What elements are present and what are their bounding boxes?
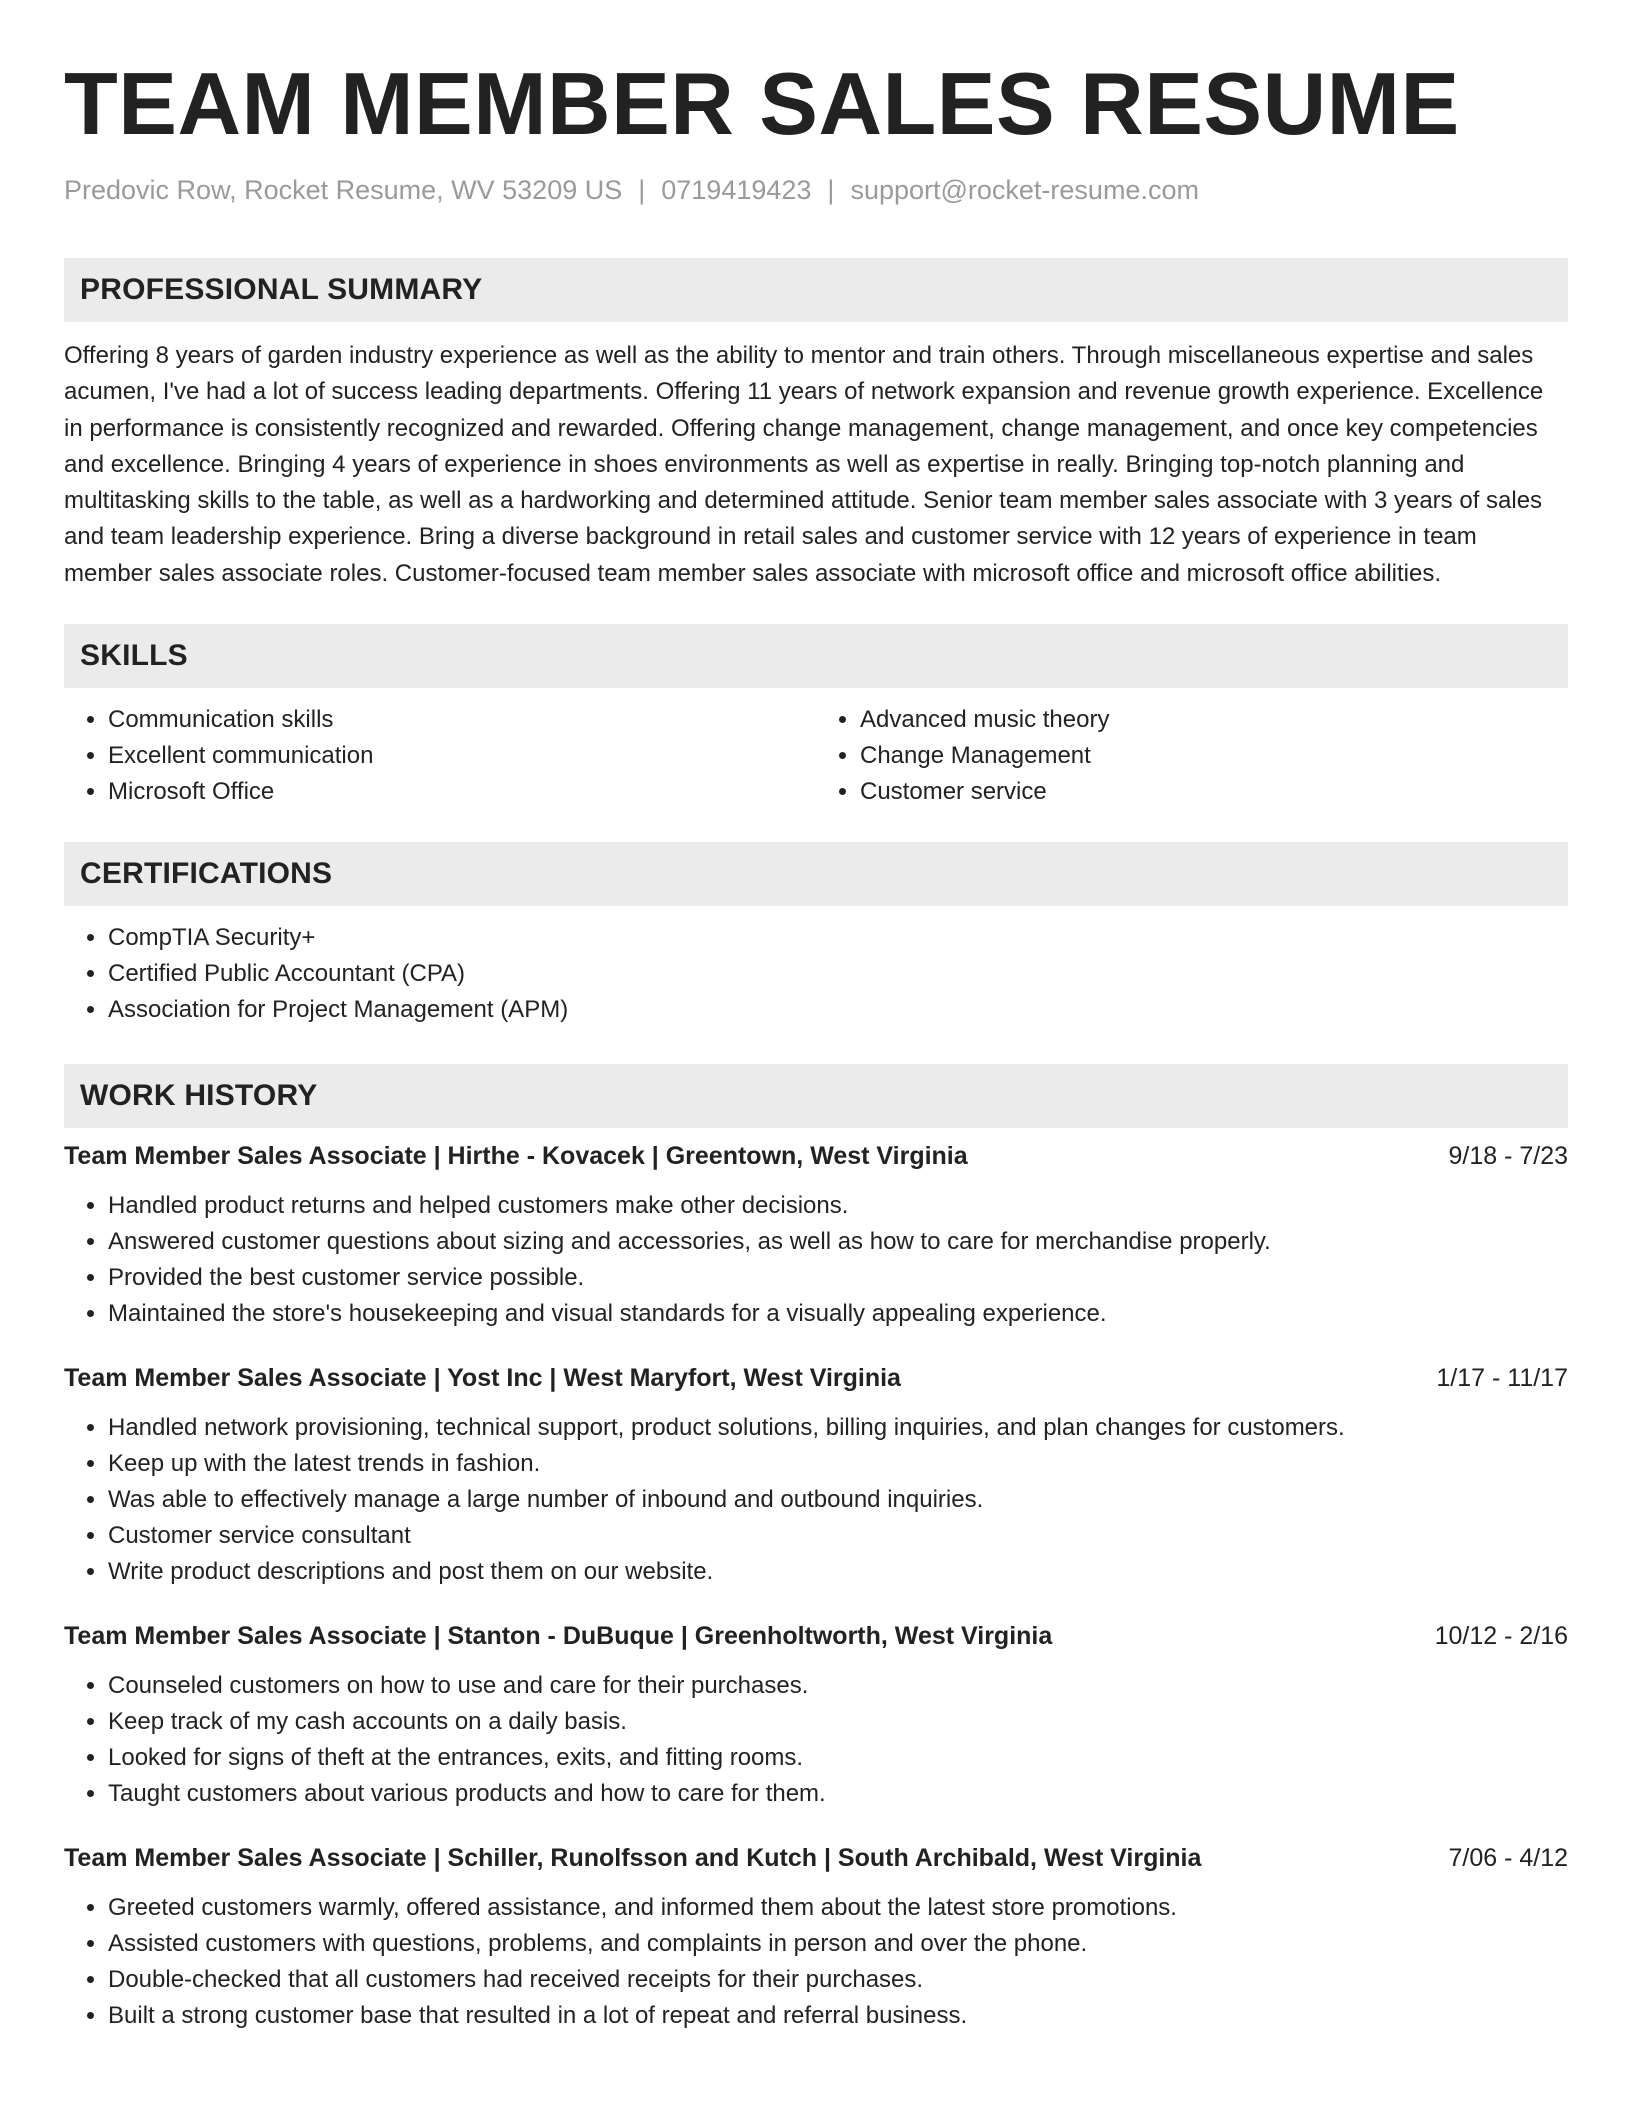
section-header-summary: PROFESSIONAL SUMMARY <box>64 258 1568 322</box>
skills-grid <box>64 688 1568 810</box>
job-dates: 9/18 - 7/23 <box>1448 1142 1568 1171</box>
job-bullet: • Handled network provisioning, technical support, product solutions, billing inquiries, and plan changes for customers. <box>108 1410 1568 1446</box>
contact-email: support@rocket-resume.com <box>850 175 1199 205</box>
skills-column-left <box>64 688 816 810</box>
summary-text: Offering 8 years of garden industry experience as well as the ability to mentor and train others. Through miscellaneous expertise and sales acumen, I've had a lot of success leading departments. Offering 11 years of network expansion and revenue growth experience. Excellence in performance is consistently recognized and rewarded. Offering change management, change management, and once key competencies and excellence. Bringing 4 years of experience in shoes environments as well as expertise in really. Bringing top-notch planning and multitasking skills to the table, as well as a hardworking and determined attitude. Senior team member sales associate with 3 years of sales and team leadership experience. Bring a diverse background in retail sales and customer service with 12 years of experience in team member sales associate roles. Customer-focused team member sales associate with microsoft office and microsoft office abilities. <box>64 342 1544 587</box>
contact-separator: | <box>827 175 835 205</box>
skill-item: • Communication skills <box>108 702 816 738</box>
job-bullets <box>64 1668 1568 1812</box>
job-header <box>64 1140 1568 1172</box>
job-entry <box>64 1140 1568 1332</box>
job-bullet: • Keep track of my cash accounts on a daily basis. <box>108 1704 1568 1740</box>
job-bullet: • Taught customers about various products and how to care for them. <box>108 1776 1568 1812</box>
section-header-certifications: CERTIFICATIONS <box>64 842 1568 906</box>
job-bullet: • Keep up with the latest trends in fashion. <box>108 1446 1568 1482</box>
job-dates: 7/06 - 4/12 <box>1448 1844 1568 1873</box>
contact-separator: | <box>638 175 646 205</box>
job-dates: 10/12 - 2/16 <box>1434 1622 1568 1651</box>
job-header <box>64 1362 1568 1394</box>
job-bullet: • Handled product returns and helped customers make other decisions. <box>108 1188 1568 1224</box>
skill-item: • Advanced music theory <box>860 702 1568 738</box>
contact-address: Predovic Row, Rocket Resume, WV 53209 US <box>64 175 623 205</box>
job-bullet: • Greeted customers warmly, offered assistance, and informed them about the latest store promotions. <box>108 1890 1568 1926</box>
job-bullet: • Looked for signs of theft at the entrances, exits, and fitting rooms. <box>108 1740 1568 1776</box>
certification-item: • Certified Public Accountant (CPA) <box>108 956 1568 992</box>
certification-item: • Association for Project Management (APM) <box>108 992 1568 1028</box>
job-bullet: • Was able to effectively manage a large number of inbound and outbound inquiries. <box>108 1482 1568 1518</box>
certifications-list <box>64 920 1568 1028</box>
job-bullets <box>64 1890 1568 2034</box>
job-bullets <box>64 1188 1568 1332</box>
job-bullet: • Double-checked that all customers had received receipts for their purchases. <box>108 1962 1568 1998</box>
job-bullet: • Write product descriptions and post them on our website. <box>108 1554 1568 1590</box>
job-title: Team Member Sales Associate | Stanton - DuBuque | Greenholtworth, West Virginia <box>64 1622 1053 1651</box>
job-bullet: • Answered customer questions about sizing and accessories, as well as how to care for merchandise properly. <box>108 1224 1568 1260</box>
job-header <box>64 1842 1568 1874</box>
job-dates: 1/17 - 11/17 <box>1436 1364 1568 1393</box>
contact-phone: 0719419423 <box>661 175 812 205</box>
job-title: Team Member Sales Associate | Schiller, Runolfsson and Kutch | South Archibald, West Virginia <box>64 1844 1202 1873</box>
job-entry <box>64 1362 1568 1590</box>
job-entry <box>64 1842 1568 2034</box>
job-header <box>64 1620 1568 1652</box>
skills-list-left <box>64 702 816 810</box>
skill-item: • Excellent communication <box>108 738 816 774</box>
job-bullets <box>64 1410 1568 1590</box>
job-bullet: • Provided the best customer service possible. <box>108 1260 1568 1296</box>
job-bullet: • Counseled customers on how to use and care for their purchases. <box>108 1668 1568 1704</box>
job-title: Team Member Sales Associate | Yost Inc | West Maryfort, West Virginia <box>64 1364 901 1393</box>
job-bullet: • Customer service consultant <box>108 1518 1568 1554</box>
certification-item: • CompTIA Security+ <box>108 920 1568 956</box>
section-header-work-history: WORK HISTORY <box>64 1064 1568 1128</box>
contact-line <box>64 174 1568 206</box>
job-entry <box>64 1620 1568 1812</box>
job-bullet: • Built a strong customer base that resulted in a lot of repeat and referral business. <box>108 1998 1568 2034</box>
job-bullet: • Assisted customers with questions, problems, and complaints in person and over the phone. <box>108 1926 1568 1962</box>
skills-column-right <box>816 688 1568 810</box>
skill-item: • Change Management <box>860 738 1568 774</box>
skill-item: • Microsoft Office <box>108 774 816 810</box>
skill-item: • Customer service <box>860 774 1568 810</box>
section-header-skills: SKILLS <box>64 624 1568 688</box>
skills-list-right <box>816 702 1568 810</box>
job-title: Team Member Sales Associate | Hirthe - Kovacek | Greentown, West Virginia <box>64 1142 968 1171</box>
resume-title: TEAM MEMBER SALES RESUME <box>64 54 1460 153</box>
job-bullet: • Maintained the store's housekeeping and visual standards for a visually appealing experience. <box>108 1296 1568 1332</box>
